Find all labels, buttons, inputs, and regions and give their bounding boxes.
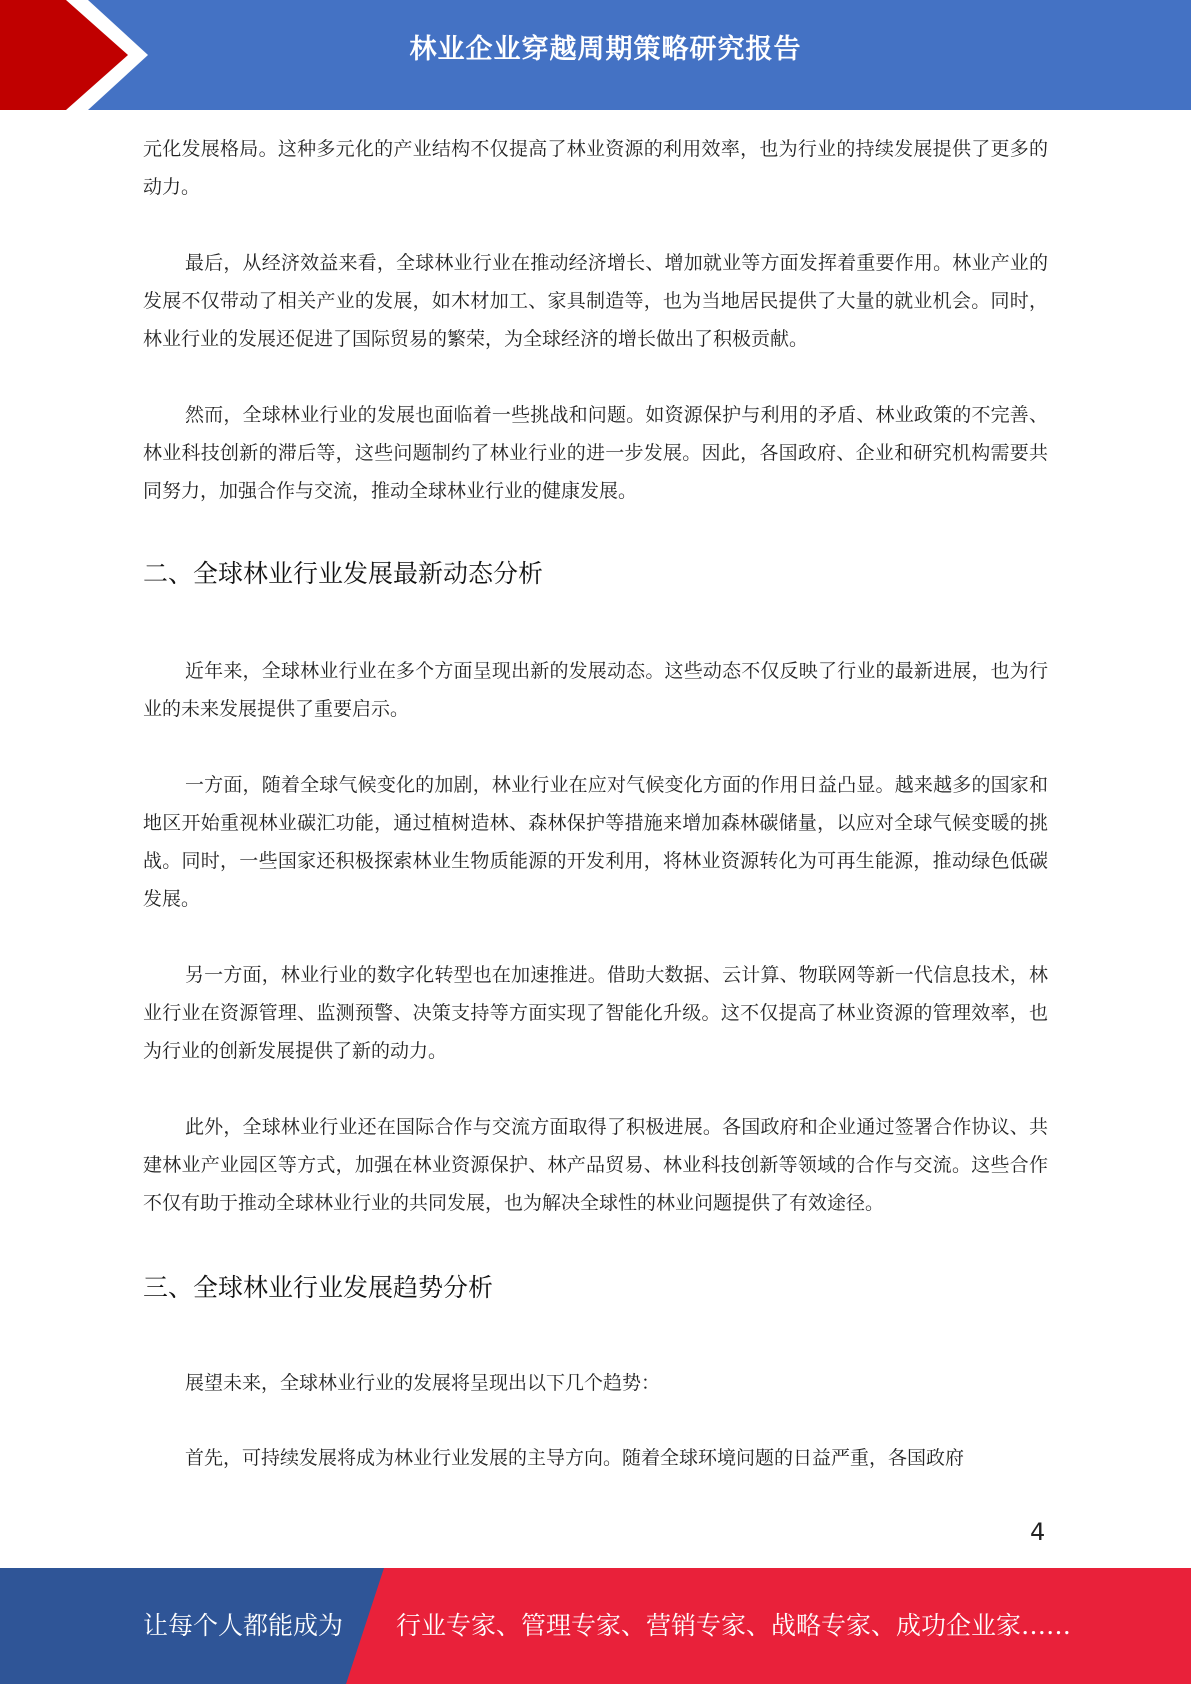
page-footer: [0, 1568, 1191, 1684]
footer-slogan-left: 让每个人都能成为: [143, 1611, 344, 1640]
section-heading: 二、全球林业行业发展最新动态分析: [143, 559, 544, 588]
section-heading: 三、全球林业行业发展趋势分析: [143, 1273, 494, 1302]
paragraph: 近年来，全球林业行业在多个方面呈现出新的发展动态。这些动态不仅反映了行业的最新进展，也为行业的未来发展提供了重要启示。: [143, 660, 1048, 720]
footer-slogan-right: 行业专家、管理专家、营销专家、战略专家、成功企业家……: [396, 1611, 1072, 1640]
paragraph: 一方面，随着全球气候变化的加剧，林业行业在应对气候变化方面的作用日益凸显。越来越多的国家和地区开始重视林业碳汇功能，通过植树造林、森林保护等措施来增加森林碳储量，以应对全球气候变暖的挑战。同时，一些国家还积极探索林业生物质能源的开发利用，将林业资源转化为可再生能源，推动绿色低碳发展。: [143, 774, 1048, 910]
page-header: [0, 0, 1191, 110]
page-number: 4: [1030, 1518, 1046, 1546]
header-title: 林业企业穿越周期策略研究报告: [409, 34, 802, 65]
paragraph: 展望未来，全球林业行业的发展将呈现出以下几个趋势：: [185, 1372, 661, 1394]
paragraph: 另一方面，林业行业的数字化转型也在加速推进。借助大数据、云计算、物联网等新一代信息技术，林业行业在资源管理、监测预警、决策支持等方面实现了智能化升级。这不仅提高了林业资源的管理效率，也为行业的创新发展提供了新的动力。: [143, 964, 1048, 1062]
paragraph: 最后，从经济效益来看，全球林业行业在推动经济增长、增加就业等方面发挥着重要作用。林业产业的发展不仅带动了相关产业的发展，如木材加工、家具制造等，也为当地居民提供了大量的就业机会。同时，林业行业的发展还促进了国际贸易的繁荣，为全球经济的增长做出了积极贡献。: [143, 252, 1048, 350]
paragraph: 元化发展格局。这种多元化的产业结构不仅提高了林业资源的利用效率，也为行业的持续发展提供了更多的动力。: [143, 138, 1048, 198]
document-body: [143, 130, 1048, 1477]
paragraph: 然而，全球林业行业的发展也面临着一些挑战和问题。如资源保护与利用的矛盾、林业政策的不完善、林业科技创新的滞后等，这些问题制约了林业行业的进一步发展。因此，各国政府、企业和研究机构需要共同努力，加强合作与交流，推动全球林业行业的健康发展。: [143, 404, 1048, 502]
paragraph: 此外，全球林业行业还在国际合作与交流方面取得了积极进展。各国政府和企业通过签署合作协议、共建林业产业园区等方式，加强在林业资源保护、林产品贸易、林业科技创新等领域的合作与交流。这些合作不仅有助于推动全球林业行业的共同发展，也为解决全球性的林业问题提供了有效途径。: [143, 1116, 1048, 1214]
paragraph: 首先，可持续发展将成为林业行业发展的主导方向。随着全球环境问题的日益严重，各国政府: [185, 1447, 965, 1469]
